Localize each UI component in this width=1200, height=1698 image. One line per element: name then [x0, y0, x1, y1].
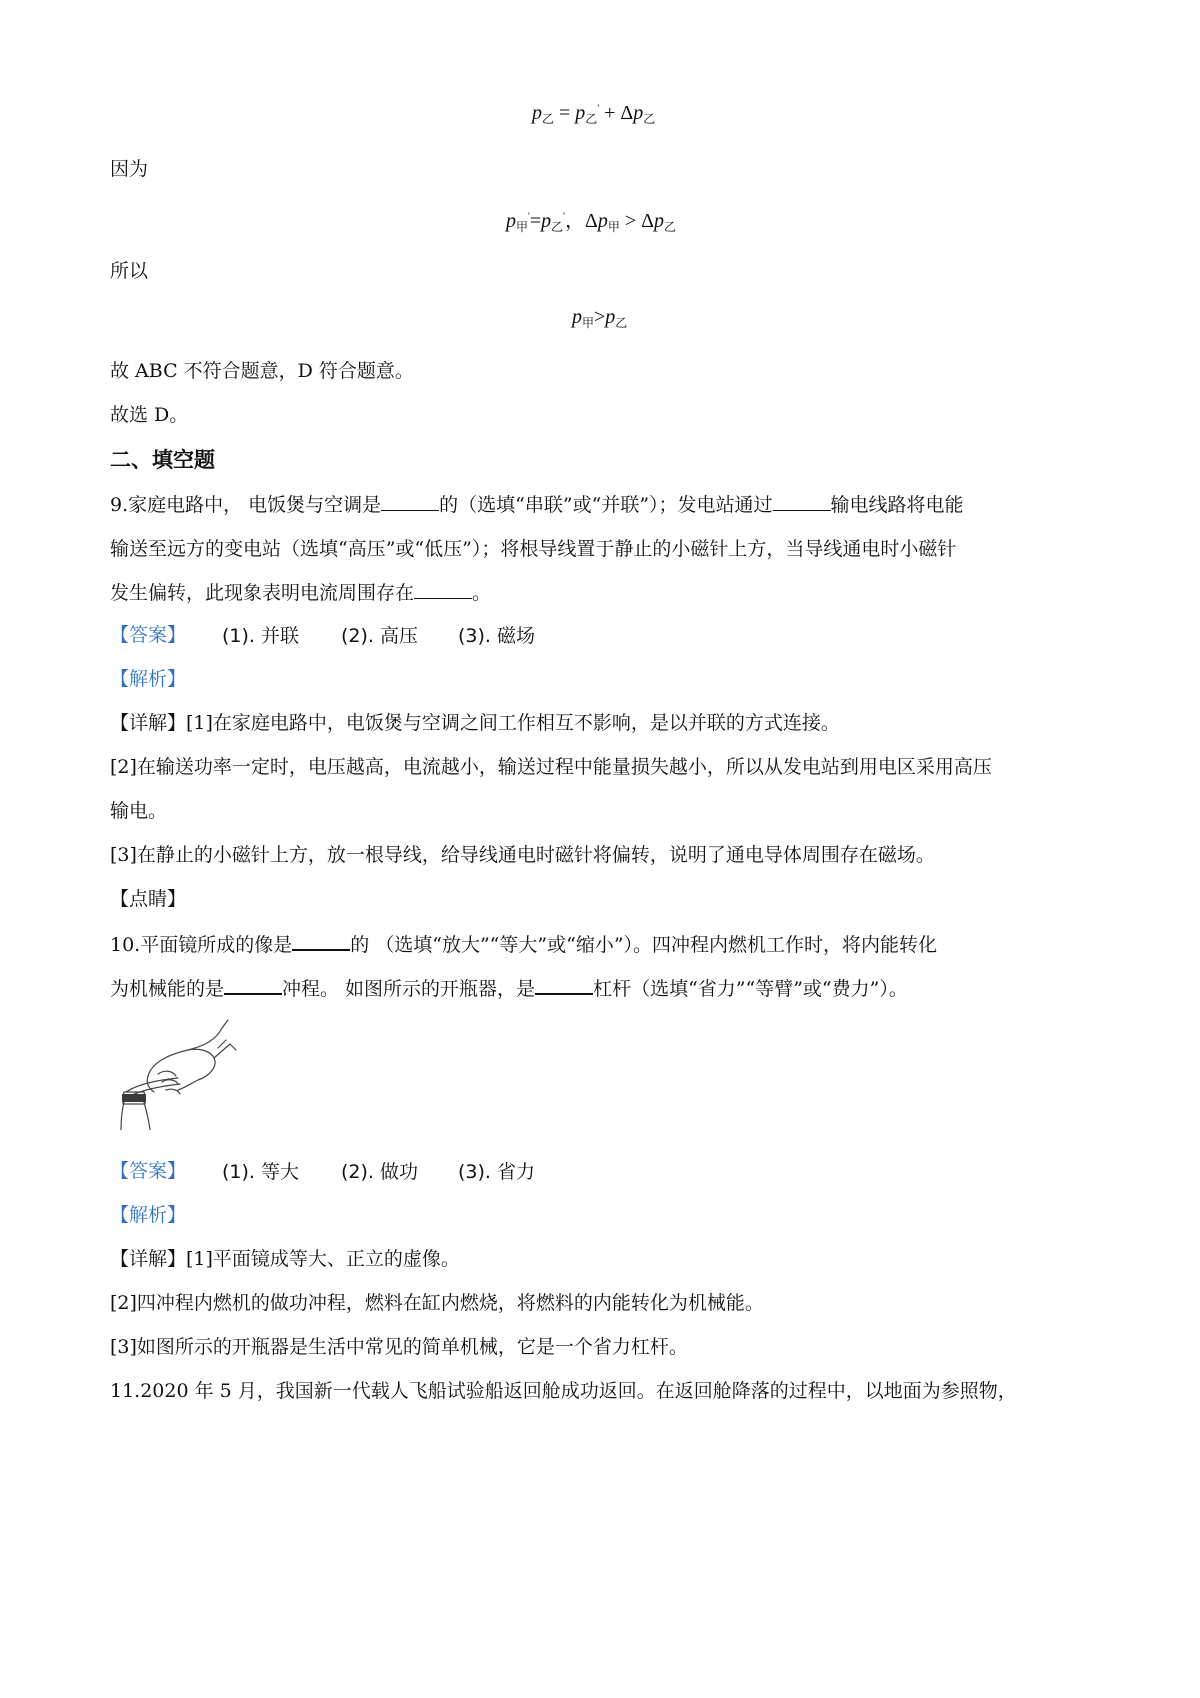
eq-var: p — [653, 210, 664, 232]
conclusion-line-1: 故 ABC 不符合题意，D 符合题意。 — [110, 360, 414, 382]
q10-line-1 — [110, 930, 937, 957]
q9-line-2: 输送至远方的变电站（选填“高压”或“低压”）；将根导线置于静止的小磁针上方，当导线通电时小磁针 — [110, 538, 957, 560]
q9-blank-3 — [414, 598, 472, 599]
eq-operator: = — [529, 210, 542, 232]
q10-blank-3 — [535, 993, 593, 995]
q10-answer-1: (1). 等大 — [222, 1161, 299, 1183]
q9-text: 输电线路将电能 — [830, 494, 964, 516]
eq-var: p — [575, 102, 586, 124]
eq-subscript: 乙 — [585, 112, 598, 126]
bottle-opener-figure — [118, 1018, 243, 1130]
eq-operator: + Δ — [599, 102, 634, 124]
q9-detail-3: [3]在静止的小磁针上方，放一根导线，给导线通电时磁针将偏转，说明了通电导体周围存在磁场。 — [110, 844, 935, 866]
eq-var: p — [532, 102, 542, 124]
eq-operator: > — [594, 306, 606, 328]
q9-text: 。 — [472, 582, 492, 604]
bottle-opener-icon — [118, 1018, 243, 1130]
q9-answer-3: (3). 磁场 — [458, 625, 535, 647]
q10-detail-2: [2]四冲程内燃机的做功冲程，燃料在缸内燃烧，将燃料的内能转化为机械能。 — [110, 1292, 764, 1314]
q9-detail-2b: 输电。 — [110, 800, 168, 822]
q9-answer-2: (2). 高压 — [341, 625, 418, 647]
q9-comment-label: 【点睛】 — [110, 888, 187, 910]
q10-answer-3: (3). 省力 — [458, 1161, 535, 1183]
answer-label: 【答案】 — [110, 624, 187, 646]
eq-operator: = — [554, 102, 576, 124]
eq-subscript: 甲 — [516, 220, 529, 234]
q9-detail-2a: [2]在输送功率一定时，电压越高，电流越小，输送过程中能量损失越小，所以从发电站到用电区采用高压 — [110, 756, 992, 778]
q10-text: 为机械能的是 — [110, 978, 225, 1000]
eq-prime: ' — [597, 103, 600, 115]
q10-blank-2 — [224, 993, 282, 995]
eq-var: p — [605, 306, 616, 328]
eq-var: p — [633, 102, 644, 124]
answer-label: 【答案】 — [110, 1160, 187, 1182]
eq-var: p — [541, 210, 552, 232]
q9-detail-1: 【详解】[1]在家庭电路中，电饭煲与空调之间工作相互不影响，是以并联的方式连接。 — [110, 712, 840, 734]
q10-text: 10.平面镜所成的像是 — [110, 934, 293, 956]
q9-text: 的（选填“串联”或“并联”）；发电站通过 — [439, 494, 773, 516]
equation-2 — [506, 204, 676, 235]
eq-subscript: 乙 — [615, 316, 628, 330]
eq-var: p — [597, 210, 608, 232]
text-because: 因为 — [110, 158, 149, 180]
eq-subscript: 乙 — [643, 112, 656, 126]
eq-operator: ，Δ — [564, 210, 598, 232]
equation-3 — [572, 306, 627, 331]
conclusion-line-2: 故选 D。 — [110, 404, 189, 426]
q10-text: 杠杆（选填“省力”“等臂”或“费力”）。 — [593, 978, 908, 1000]
q9-answer-row — [110, 620, 186, 647]
eq-var: p — [572, 306, 582, 328]
q9-text: 9.家庭电路中， 电饭煲与空调是 — [110, 494, 382, 516]
q9-line-1 — [110, 490, 964, 517]
q10-answer-2: (2). 做功 — [341, 1161, 418, 1183]
q10-answer-row — [110, 1156, 186, 1183]
eq-subscript: 甲 — [582, 316, 595, 330]
eq-subscript: 乙 — [542, 112, 555, 126]
q10-line-2 — [110, 974, 908, 1001]
text-therefore: 所以 — [110, 260, 149, 282]
q9-analysis-label: 【解析】 — [110, 668, 187, 690]
eq-prime: ' — [563, 211, 565, 223]
q10-analysis-label: 【解析】 — [110, 1204, 187, 1226]
q10-detail-3: [3]如图所示的开瓶器是生活中常见的简单机械，它是一个省力杠杆。 — [110, 1336, 688, 1358]
q9-text: 发生偏转，此现象表明电流周围存在 — [110, 582, 415, 604]
q9-answer-1: (1). 并联 — [222, 625, 299, 647]
q10-text: 的 （选填“放大”“等大”或“缩小”）。四冲程内燃机工作时，将内能转化 — [350, 934, 938, 956]
q10-blank-1 — [292, 949, 350, 951]
eq-subscript: 甲 — [607, 220, 620, 234]
eq-subscript: 乙 — [663, 220, 676, 234]
section-title: 二、填空题 — [110, 447, 215, 472]
eq-prime: ' — [528, 211, 530, 223]
q11-line-1: 11.2020 年 5 月，我国新一代载人飞船试验船返回舱成功返回。在返回舱降落的过程中，以地面为参照物， — [110, 1380, 1017, 1402]
q9-blank-1 — [381, 510, 439, 511]
q10-detail-1: 【详解】[1]平面镜成等大、正立的虚像。 — [110, 1248, 460, 1270]
eq-operator: > Δ — [619, 210, 654, 232]
q9-blank-2 — [773, 510, 831, 511]
q10-text: 冲程。 如图所示的开瓶器，是 — [282, 978, 536, 1000]
eq-subscript: 乙 — [551, 220, 564, 234]
eq-var: p — [506, 210, 516, 232]
q9-line-3 — [110, 578, 491, 605]
equation-1 — [532, 102, 655, 127]
